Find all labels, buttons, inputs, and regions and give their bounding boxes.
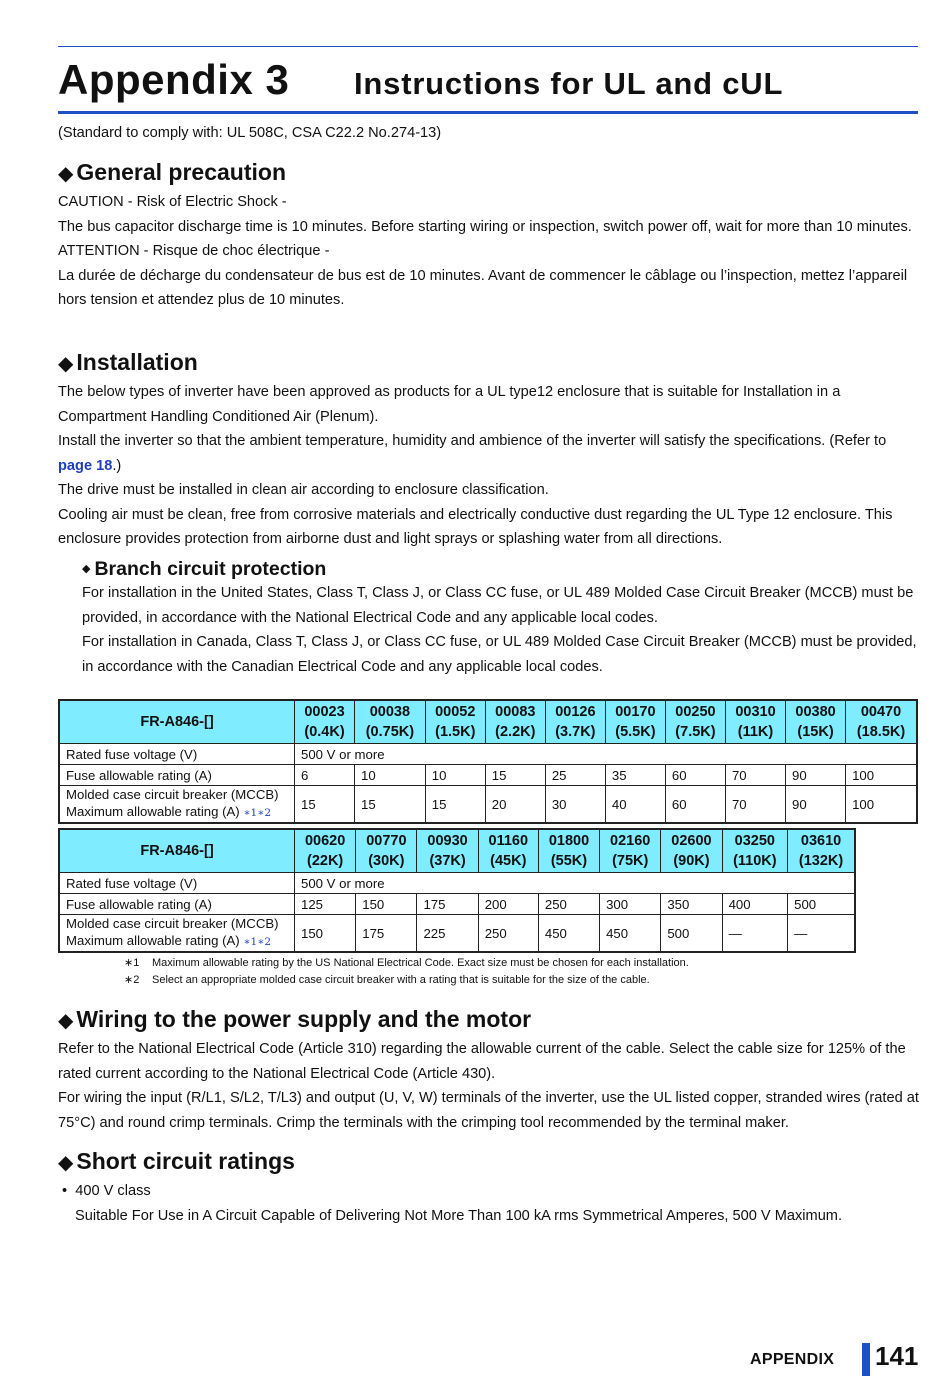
footnote: ∗1 Maximum allowable rating by the US National Electrical Code. Exact size must be chosen for each installation. — [124, 957, 689, 969]
footnote-ref: ∗1∗2 — [243, 936, 272, 948]
title-rule — [58, 111, 918, 114]
diamond-icon: ◆ — [58, 353, 74, 375]
section-short-circuit: ◆ Short circuit ratings • 400 V class Suitable For Use in A Circuit Capable of Delivering Not More Than 100 kA rms Symmetrical Amperes, 500 V Maximum. — [58, 1146, 920, 1228]
section-heading: ◆ Short circuit ratings — [58, 1148, 295, 1174]
table-row: Molded case circuit breaker (MCCB) Maximum allowable rating (A) ∗1∗2 15 15 15 20 30 40 60 70 90 100 — [59, 786, 917, 824]
table-row: Fuse allowable rating (A) 6 10 10 15 25 35 60 70 90 100 — [59, 765, 917, 786]
diamond-icon: ◆ — [58, 163, 74, 185]
rating-table-2 — [58, 828, 856, 953]
diamond-icon: ◆ — [82, 563, 91, 575]
table-row: Rated fuse voltage (V) 500 V or more — [59, 744, 917, 765]
subsection-heading: ◆ Branch circuit protection — [82, 558, 327, 580]
appendix-number: Appendix 3 — [58, 56, 290, 103]
standard-note: (Standard to comply with: UL 508C, CSA C22.2 No.274-13) — [58, 125, 442, 141]
attention-text: La durée de décharge du condensateur de bus est de 10 minutes. Avant de commencer le câblage ou l’inspection, mettez l’appareil hors tension et attendez plus de 10 minutes. — [58, 267, 908, 308]
caution-text: The bus capacitor discharge time is 10 minutes. Before starting wiring or inspection, switch power off, wait for more than 10 minutes. — [58, 218, 912, 235]
footnotes — [124, 955, 689, 989]
model-header: FR-A846-[] — [59, 700, 295, 744]
footnote: ∗2 Select an appropriate molded case circuit breaker with a rating that is suitable for the size of the cable. — [124, 974, 650, 986]
page-link[interactable]: page 18 — [58, 457, 113, 474]
page-title — [58, 56, 918, 106]
subsection-branch-circuit: ◆ Branch circuit protection For installation in the United States, Class T, Class J, or Class CC fuse, or UL 489 Molded Case Circuit Breaker (MCCB) must be provided, in accordance with the National Electrical Code and any applicable local codes. For installation in Canada, Class T, Class J, or Class CC fuse, or UL 489 Molded Case Circuit Breaker (MCCB) must be provided, in accordance with the Canadian Electrical Code and any applicable local codes. — [82, 556, 920, 679]
table-row: Rated fuse voltage (V) 500 V or more — [59, 873, 855, 894]
footer-bar — [862, 1343, 870, 1376]
page-number: 141 — [875, 1341, 919, 1371]
section-heading: ◆ Installation — [58, 349, 198, 375]
bullet-icon: • — [62, 1183, 76, 1199]
section-general-precaution — [58, 157, 920, 313]
top-rule — [58, 46, 918, 47]
diamond-icon: ◆ — [58, 1152, 74, 1174]
appendix-title: Instructions for UL and cUL — [354, 66, 784, 101]
model-header: FR-A846-[] — [59, 829, 295, 873]
section-heading: ◆ General precaution — [58, 159, 287, 185]
table-header-row: FR-A846-[] 00620 (22K) 00770 (30K) 00930 (37K) 01160 (45K) 01800 (55K) 02160 (75K) 02600 (90K) 03250 (110K) 03610 (132K) — [59, 829, 855, 873]
footnote-ref: ∗1∗2 — [243, 807, 272, 819]
table-header-row: FR-A846-[] 00023 (0.4K) 00038 (0.75K) 00052 (1.5K) 00083 (2.2K) 00126 (3.7K) 00170 (5.5K) 00250 (7.5K) 00310 (11K) 00380 (15K) 00470 (18.5K) — [59, 700, 917, 744]
diamond-icon: ◆ — [58, 1010, 74, 1032]
caution-line: CAUTION - Risk of Electric Shock - — [58, 194, 287, 210]
table-row: Fuse allowable rating (A) 125 150 175 200 250 300 350 400 500 — [59, 894, 855, 915]
section-wiring: ◆ Wiring to the power supply and the motor Refer to the National Electrical Code (Article 310) regarding the allowable current of the cable. Select the cable size for 125% of the rated current according to the National Electrical Code (Article 430). For wiring the input (R/L1, S/L2, T/L3) and output (U, V, W) terminals of the inverter, use the UL listed copper, stranded wires (rated at 75°C) and round crimp terminals. Crimp the terminals with the crimping tool recommended by the terminal maker. — [58, 1006, 919, 1131]
section-installation: ◆ Installation The below types of inverter have been approved as products for a UL type12 enclosure that is suitable for Installation in a Compartment Handling Conditioned Air (Plenum). Install the inverter so that the ambient temperature, humidity and ambience of the inverter will satisfy the specifications. (Refer to page 18.) The drive must be installed in clean air according to enclosure classification. Cooling air must be clean, free from corrosive materials and electrically conductive dust regarding the UL Type 12 enclosure. This enclosure provides protection from airborne dust and light sprays or splashing water from all directions. — [58, 347, 920, 552]
footer-label: APPENDIX — [750, 1351, 835, 1368]
table-row: Molded case circuit breaker (MCCB) Maximum allowable rating (A) ∗1∗2 150 175 225 250 450 450 500 — — — [59, 915, 855, 953]
rating-table-1 — [58, 699, 918, 824]
section-heading: ◆ Wiring to the power supply and the motor — [58, 1006, 532, 1032]
attention-line: ATTENTION - Risque de choc électrique - — [58, 243, 330, 259]
